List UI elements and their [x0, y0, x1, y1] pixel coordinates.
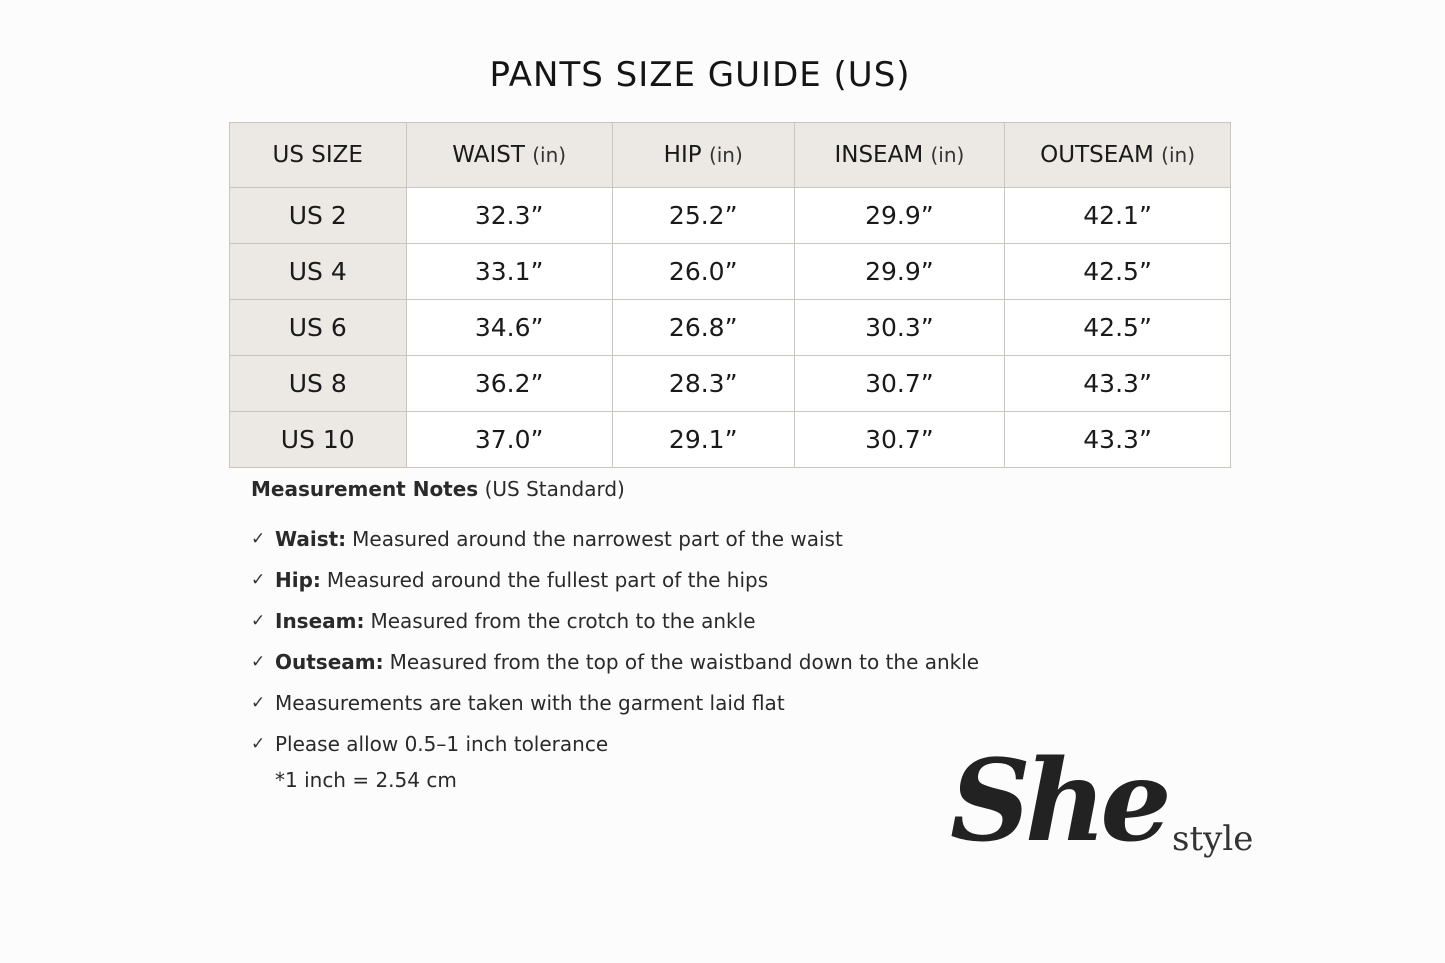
waist-cell: 37.0”: [406, 412, 612, 468]
waist-cell: 34.6”: [406, 300, 612, 356]
waist-cell: 32.3”: [406, 188, 612, 244]
header-inseam: INSEAM (in): [794, 123, 1005, 188]
checkmark-icon: ✓: [251, 692, 266, 713]
hip-cell: 26.8”: [612, 300, 794, 356]
header-waist: WAIST (in): [406, 123, 612, 188]
conversion-footnote: *1 inch = 2.54 cm: [275, 768, 457, 792]
notes-title: Measurement Notes (US Standard): [251, 477, 625, 501]
size-cell: US 4: [230, 244, 407, 300]
note-item: ✓ Hip: Measured around the fullest part of the hips: [251, 567, 769, 592]
logo-main-text: She: [950, 736, 1166, 867]
waist-cell: 33.1”: [406, 244, 612, 300]
hip-cell: 29.1”: [612, 412, 794, 468]
logo-sub-text: style: [1172, 819, 1254, 859]
note-item: ✓ Inseam: Measured from the crotch to the ankle: [251, 608, 756, 633]
table-row: [230, 412, 1231, 468]
checkmark-icon: ✓: [251, 651, 266, 672]
header-hip: HIP (in): [612, 123, 794, 188]
inseam-cell: 30.7”: [794, 356, 1005, 412]
note-item: ✓ Measurements are taken with the garment laid flat: [251, 690, 785, 715]
table-header-row: [230, 123, 1231, 188]
size-table: [229, 122, 1231, 468]
hip-cell: 26.0”: [612, 244, 794, 300]
inseam-cell: 29.9”: [794, 188, 1005, 244]
checkmark-icon: ✓: [251, 733, 266, 754]
hip-cell: 28.3”: [612, 356, 794, 412]
size-cell: US 2: [230, 188, 407, 244]
outseam-cell: 42.1”: [1005, 188, 1231, 244]
size-cell: US 6: [230, 300, 407, 356]
page-title: PANTS SIZE GUIDE (US): [489, 55, 911, 95]
size-cell: US 8: [230, 356, 407, 412]
table-row: [230, 244, 1231, 300]
note-item: ✓ Please allow 0.5–1 inch tolerance: [251, 731, 609, 756]
note-item: ✓ Waist: Measured around the narrowest part of the waist: [251, 526, 843, 551]
measurement-notes: [251, 477, 979, 792]
table-row: [230, 300, 1231, 356]
outseam-cell: 43.3”: [1005, 356, 1231, 412]
inseam-cell: 29.9”: [794, 244, 1005, 300]
table-row: [230, 356, 1231, 412]
outseam-cell: 43.3”: [1005, 412, 1231, 468]
brand-logo: [950, 728, 1280, 868]
header-outseam: OUTSEAM (in): [1005, 123, 1231, 188]
outseam-cell: 42.5”: [1005, 300, 1231, 356]
inseam-cell: 30.7”: [794, 412, 1005, 468]
hip-cell: 25.2”: [612, 188, 794, 244]
inseam-cell: 30.3”: [794, 300, 1005, 356]
checkmark-icon: ✓: [251, 569, 266, 590]
checkmark-icon: ✓: [251, 610, 266, 631]
checkmark-icon: ✓: [251, 528, 266, 549]
table-row: [230, 188, 1231, 244]
note-item: ✓ Outseam: Measured from the top of the waistband down to the ankle: [251, 649, 980, 674]
outseam-cell: 42.5”: [1005, 244, 1231, 300]
waist-cell: 36.2”: [406, 356, 612, 412]
size-cell: US 10: [230, 412, 407, 468]
header-us-size: US SIZE: [230, 123, 407, 188]
